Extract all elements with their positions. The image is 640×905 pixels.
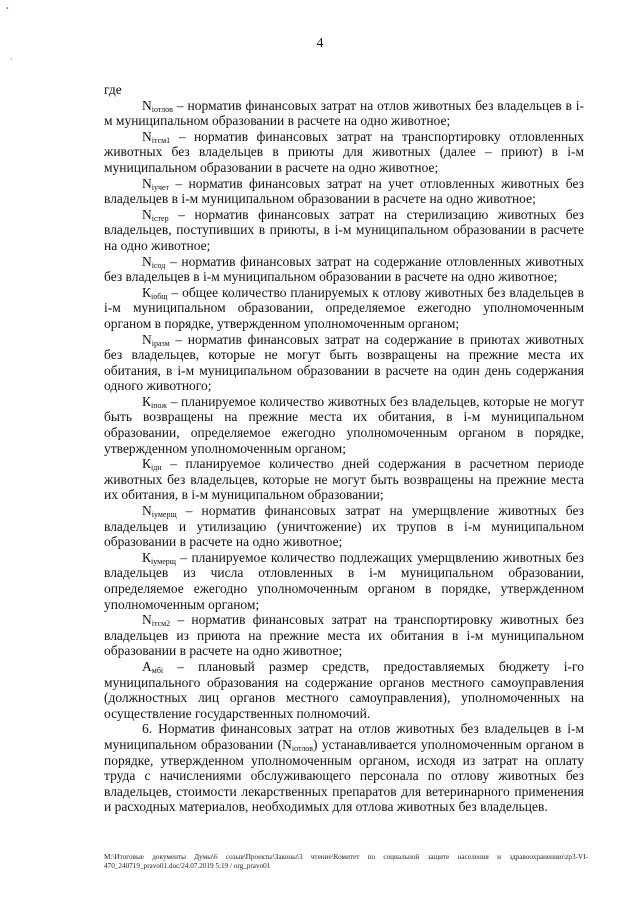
scan-mark: ‚ (10, 52, 13, 61)
variable-subscript: iстер (151, 213, 169, 223)
variable-symbol: N (142, 206, 152, 222)
variable-symbol: К (142, 456, 152, 472)
definition-text: – планируемое количество дней содержания в расчетном периоде животных без владельцев, которые не могут быть возвращены на прежние места их обитания, в i-м муниципальном образовании; (104, 456, 584, 503)
intro-word (104, 82, 584, 98)
definition-paragraph (104, 98, 584, 129)
variable-subscript: iумерщ (151, 556, 176, 566)
definition-paragraph (104, 659, 584, 721)
definition-text: – плановый размер средств, предоставляемых бюджету i-го муниципального образования на содержание органов местного самоуправления (должностных лиц органов местного самоуправления), уполномоченных на осуществление государственных полномочий. (104, 658, 584, 721)
definition-text: – норматив финансовых затрат на транспортировку отловленных животных без владельцев в приюты для животных (далее – приют) в i-м муниципальном образовании в расчете на одно животное; (104, 128, 584, 175)
variable-symbol: N (142, 503, 152, 519)
definition-paragraph (104, 503, 584, 550)
variable-subscript: мбi (151, 665, 164, 675)
variable-symbol: N (142, 175, 152, 191)
definition-text: – планируемое количество животных без владельцев, которые не могут быть возвращены на прежние места их обитания, в i-м муниципальном образовании, определяемое ежегодно уполномоченным органом в порядке, утвержденном уполномоченным органом; (104, 393, 584, 456)
variable-symbol: N (142, 128, 152, 144)
definition-text: где (104, 82, 122, 97)
variable-subscript: iумерщ (151, 510, 177, 520)
variable-subscript: iотлов (151, 104, 173, 114)
variable-subscript: iотлов (291, 743, 314, 753)
variable-symbol: N (142, 253, 152, 269)
definition-text: – общее количество планируемых к отлову животных без владельцев в i-м муниципальном образовании, определяемое ежегодно уполномоченным органом в порядке, утвержденном уполномоченным органом; (104, 284, 584, 331)
paragraph-text: 6. Норматив финансовых затрат на отлов животных без владельцев в i-м муниципальном образовании (N (104, 721, 584, 752)
definition-paragraph (104, 129, 584, 176)
file-path-footer: M:\Итоговые документы Думы\6 созыв\Проекты\Законы\3 чтение\Комитет по социальной защите населения и здравоохранению\zp3-VI-470_240719_pravo01.doc/24.07.2019 5:19 / org_pravo01 (104, 853, 588, 870)
definition-paragraph (104, 254, 584, 285)
definition-paragraph (104, 332, 584, 394)
definition-text: – норматив финансовых затрат на отлов животных без владельцев в i-м муниципальном образовании в расчете на одно животное; (104, 97, 584, 129)
variable-symbol: К (142, 284, 152, 300)
definition-text: – норматив финансовых затрат на содержание отловленных животных без владельцев в i-м муниципальном образовании в расчете на одно животное; (104, 253, 584, 285)
definition-paragraph (104, 456, 584, 503)
variable-symbol: N (142, 612, 152, 628)
definition-text: – планируемое количество подлежащих умерщвлению животных без владельцев из числа отловленных в i-м муниципальном образовании, определяемое ежегодно уполномоченным органом в порядке, утвержденном уполномоченным органом; (104, 549, 584, 612)
definition-paragraph (104, 176, 584, 207)
definition-paragraph (104, 612, 584, 659)
definition-text: – норматив финансовых затрат на стерилизацию животных без владельцев, поступивших в приюты, в i-м муниципальном образовании в расчете на одно животное; (104, 206, 584, 253)
definition-paragraph (104, 285, 584, 332)
variable-subscript: iразм (151, 338, 170, 348)
definition-text: – норматив финансовых затрат на умерщвление животных без владельцев и утилизацию (уничтожение) их трупов в i-м муниципальном образовании в расчете на одно животное; (104, 503, 584, 550)
variable-subscript: iтсм2 (151, 619, 171, 629)
paragraph-text: ) устанавливается уполномоченным органом в порядке, утвержденном уполномоченным органом, исходя из затрат на оплату труда с начислениями обслуживающего персонала по отлову животных без владельцев, стоимости лекарственных препаратов для ветеринарного применения и расходных материалов, необходимых для отлова животных без владельцев. (104, 736, 584, 815)
variable-symbol: К (142, 549, 152, 565)
definition-text: – норматив финансовых затрат на транспортировку животных без владельцев из приюта на прежние места их обитания в i-м муниципальном образовании в расчете на одно животное; (104, 612, 584, 659)
variable-subscript: iсод (151, 260, 166, 270)
variable-subscript: iобщ (151, 291, 168, 301)
document-body (104, 82, 584, 815)
variable-subscript: iучет (151, 182, 170, 192)
variable-symbol: А (142, 658, 152, 674)
definition-text: – норматив финансовых затрат на содержание в приютах животных без владельцев, которые не могут быть возвращены на прежние места их обитания, в i-м муниципальном образовании в расчете на один день содержания одного животного; (104, 331, 584, 394)
variable-subscript: iдн (151, 463, 162, 473)
section-6-paragraph (104, 721, 584, 815)
definition-paragraph (104, 394, 584, 456)
variable-symbol: N (142, 97, 152, 113)
variable-subscript: iпож (151, 400, 167, 410)
variable-symbol: N (142, 331, 152, 347)
definition-paragraph (104, 207, 584, 254)
variable-subscript: iтсм1 (151, 135, 171, 145)
variable-symbol: К (142, 393, 152, 409)
definition-paragraph (104, 550, 584, 612)
scan-mark: • (6, 4, 9, 13)
page-number: 4 (316, 36, 324, 51)
definition-text: – норматив финансовых затрат на учет отловленных животных без владельцев в i-м муниципальном образовании в расчете на одно животное; (104, 175, 584, 207)
